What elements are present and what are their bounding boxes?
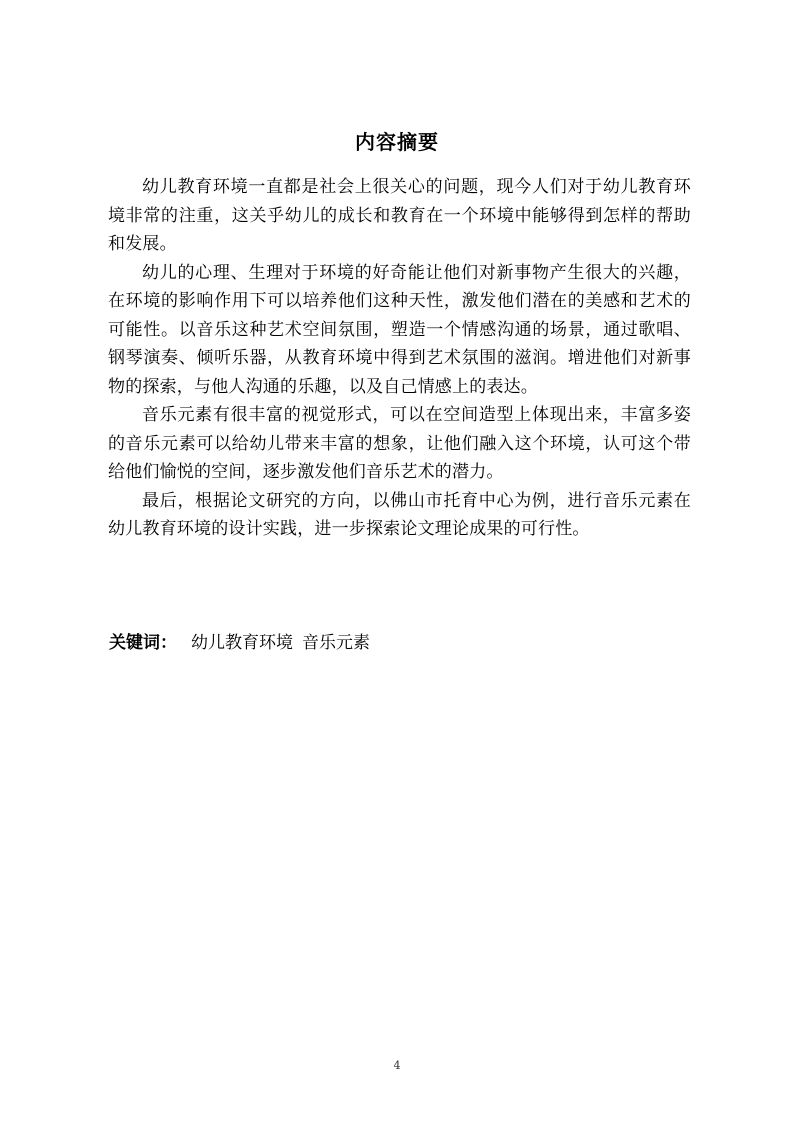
abstract-paragraph: 最后，根据论文研究的方向，以佛山市托育中心为例，进行音乐元素在幼儿教育环境的设计实践，进一步探索论文理论成果的可行性。 (108, 490, 691, 539)
keyword-term: 幼儿教育环境 (191, 633, 293, 653)
page-title: 内容摘要 (355, 130, 439, 154)
abstract-paragraph: 音乐元素有很丰富的视觉形式，可以在空间造型上体现出来，丰富多姿的音乐元素可以给幼儿带来丰富的想象，让他们融入这个环境，认可这个带给他们愉悦的空间，逐步激发他们音乐艺术的潜力。 (108, 405, 691, 482)
abstract-body (108, 173, 691, 544)
keywords-label: 关键词： (109, 633, 177, 653)
keyword-term: 音乐元素 (302, 633, 370, 653)
abstract-paragraph: 幼儿教育环境一直都是社会上很关心的问题，现今人们对于幼儿教育环境非常的注重，这关乎幼儿的成长和教育在一个环境中能够得到怎样的帮助和发展。 (108, 177, 691, 254)
abstract-paragraph: 幼儿的心理、生理对于环境的好奇能让他们对新事物产生很大的兴趣，在环境的影响作用下可以培养他们这种天性，激发他们潜在的美感和艺术的可能性。以音乐这种艺术空间氛围，塑造一个情感沟通的场景，通过歌唱、钢琴演奏、倾听乐器，从教育环境中得到艺术氛围的滋润。增进他们对新事物的探索，与他人沟通的乐趣，以及自己情感上的表达。 (108, 262, 691, 397)
keywords-line (109, 629, 689, 657)
page-number: 4 (393, 1059, 401, 1072)
